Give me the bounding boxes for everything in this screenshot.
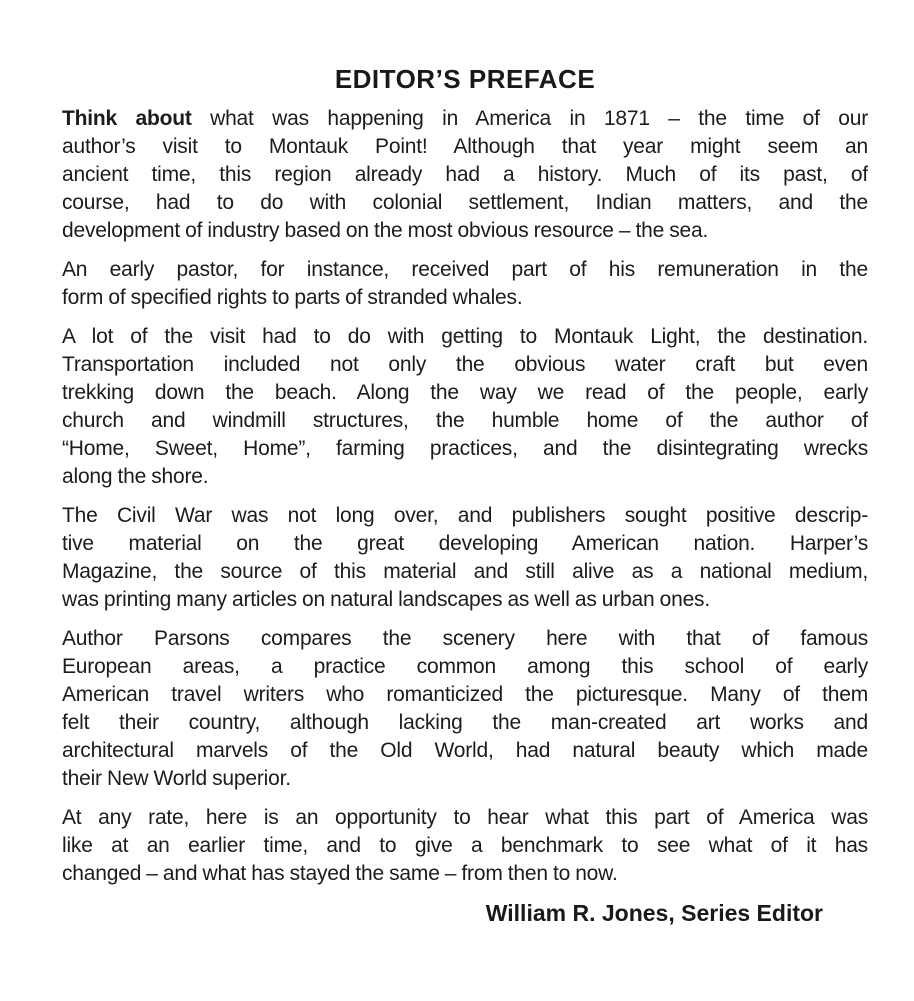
text-line: like at an earlier time, and to give a benchmark to see what of it has xyxy=(62,834,868,857)
preface-paragraphs xyxy=(62,105,868,888)
text-line: their New World superior. xyxy=(62,767,291,790)
text-line: “Home, Sweet, Home”, farming practices, and the disintegrating wrecks xyxy=(62,437,868,460)
text-line: tive material on the great developing American nation. Harper’s xyxy=(62,532,868,555)
paragraph xyxy=(62,105,868,245)
paragraph xyxy=(62,256,868,312)
text-line: ancient time, this region already had a history. Much of its past, of xyxy=(62,163,868,186)
paragraph xyxy=(62,804,868,888)
text-line: An early pastor, for instance, received part of his remuneration in the xyxy=(62,258,868,281)
text-line: architectural marvels of the Old World, had natural beauty which made xyxy=(62,739,868,762)
text-line: course, had to do with colonial settlement, Indian matters, and the xyxy=(62,191,868,214)
text-line: development of industry based on the most obvious resource – the sea. xyxy=(62,219,709,242)
text-line: At any rate, here is an opportunity to hear what this part of America was xyxy=(62,806,868,829)
paragraph xyxy=(62,323,868,491)
text-line: along the shore. xyxy=(62,465,209,488)
text-line: American travel writers who romanticized the picturesque. Many of them xyxy=(62,683,868,706)
bold-lead: Think about xyxy=(62,107,192,130)
text-line: Think about what was happening in America in 1871 – the time of our xyxy=(62,107,868,130)
text-line: felt their country, although lacking the man-created art works and xyxy=(62,711,868,734)
text-line: author’s visit to Montauk Point! Although that year might seem an xyxy=(62,135,868,158)
text-line: trekking down the beach. Along the way we read of the people, early xyxy=(62,381,868,404)
paragraph xyxy=(62,502,868,614)
text-line: Magazine, the source of this material and still alive as a national medium, xyxy=(62,560,868,583)
text-line: Author Parsons compares the scenery here with that of famous xyxy=(62,627,868,650)
text-line: form of specified rights to parts of stranded whales. xyxy=(62,286,523,309)
paragraph xyxy=(62,625,868,793)
text-line: The Civil War was not long over, and publishers sought positive descrip- xyxy=(62,504,868,527)
text-line: changed – and what has stayed the same – from then to now. xyxy=(62,862,618,885)
text-line: A lot of the visit had to do with getting to Montauk Light, the destination. xyxy=(62,325,868,348)
text-line: European areas, a practice common among this school of early xyxy=(62,655,868,678)
series-editor-signature: William R. Jones, Series Editor xyxy=(485,900,823,926)
page-title: EDITOR’S PREFACE xyxy=(334,64,596,94)
text-line: church and windmill structures, the humble home of the author of xyxy=(62,409,868,432)
text-line: Transportation included not only the obvious water craft but even xyxy=(62,353,868,376)
text-line: was printing many articles on natural landscapes as well as urban ones. xyxy=(62,588,710,611)
